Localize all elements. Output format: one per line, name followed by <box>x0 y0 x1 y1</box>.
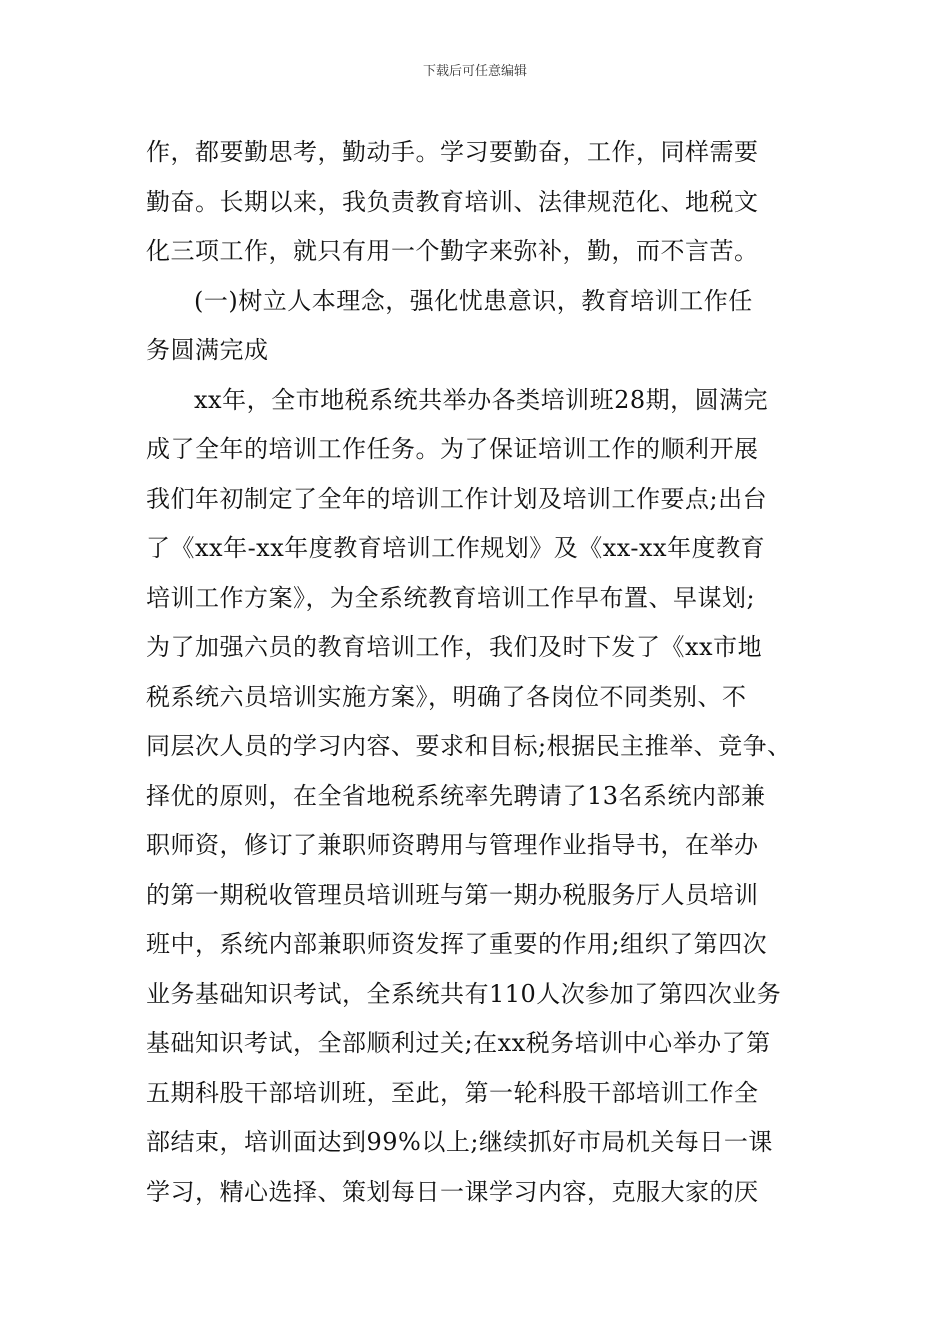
text-line: 职师资，修订了兼职师资聘用与管理作业指导书，在举办 <box>146 831 759 859</box>
text-line: 勤奋。长期以来，我负责教育培训、法律规范化、地税文 <box>146 187 759 216</box>
document-body <box>146 128 808 1217</box>
text-line: 作，都要勤思考，勤动手。学习要勤奋，工作，同样需要 <box>146 138 759 166</box>
text-line: 择优的原则，在全省地税系统率先聘请了13名系统内部兼 <box>146 781 766 810</box>
section-heading-line: (一)树立人本理念，强化忧患意识，教育培训工作任 <box>194 286 753 315</box>
section-heading-line: 务圆满完成 <box>146 336 269 364</box>
text-line: xx年，全市地税系统共举办各类培训班28期，圆满完 <box>194 385 769 414</box>
text-line: 税系统六员培训实施方案》，明确了各岗位不同类别、不 <box>146 682 747 711</box>
page-header: 下载后可任意编辑 <box>422 64 527 79</box>
text-line: 同层次人员的学习内容、要求和目标;根据民主推举、竞争、 <box>146 732 792 760</box>
text-line: 五期科股干部培训班，至此，第一轮科股干部培训工作全 <box>146 1078 759 1107</box>
text-line: 部结束，培训面达到99%以上;继续抓好市局机关每日一课 <box>146 1128 773 1156</box>
text-line: 了《xx年-xx年度教育培训工作规划》及《xx-xx年度教育 <box>146 534 766 562</box>
text-line: 成了全年的培训工作任务。为了保证培训工作的顺利开展 <box>146 435 759 463</box>
text-line: 为了加强六员的教育培训工作，我们及时下发了《xx市地 <box>146 633 763 661</box>
text-line: 化三项工作，就只有用一个勤字来弥补，勤，而不言苦。 <box>146 237 759 265</box>
text-line: 培训工作方案》，为全系统教育培训工作早布置、早谋划; <box>146 583 756 612</box>
text-line: 基础知识考试，全部顺利过关;在xx税务培训中心举办了第 <box>146 1029 771 1057</box>
text-line: 学习，精心选择、策划每日一课学习内容，克服大家的厌 <box>146 1177 759 1206</box>
text-line: 班中，系统内部兼职师资发挥了重要的作用;组织了第四次 <box>146 930 768 958</box>
text-line: 业务基础知识考试，全系统共有110人次参加了第四次业务 <box>146 979 782 1008</box>
text-line: 我们年初制定了全年的培训工作计划及培训工作要点;出台 <box>146 484 768 513</box>
text-line: 的第一期税收管理员培训班与第一期办税服务厅人员培训 <box>146 880 759 909</box>
